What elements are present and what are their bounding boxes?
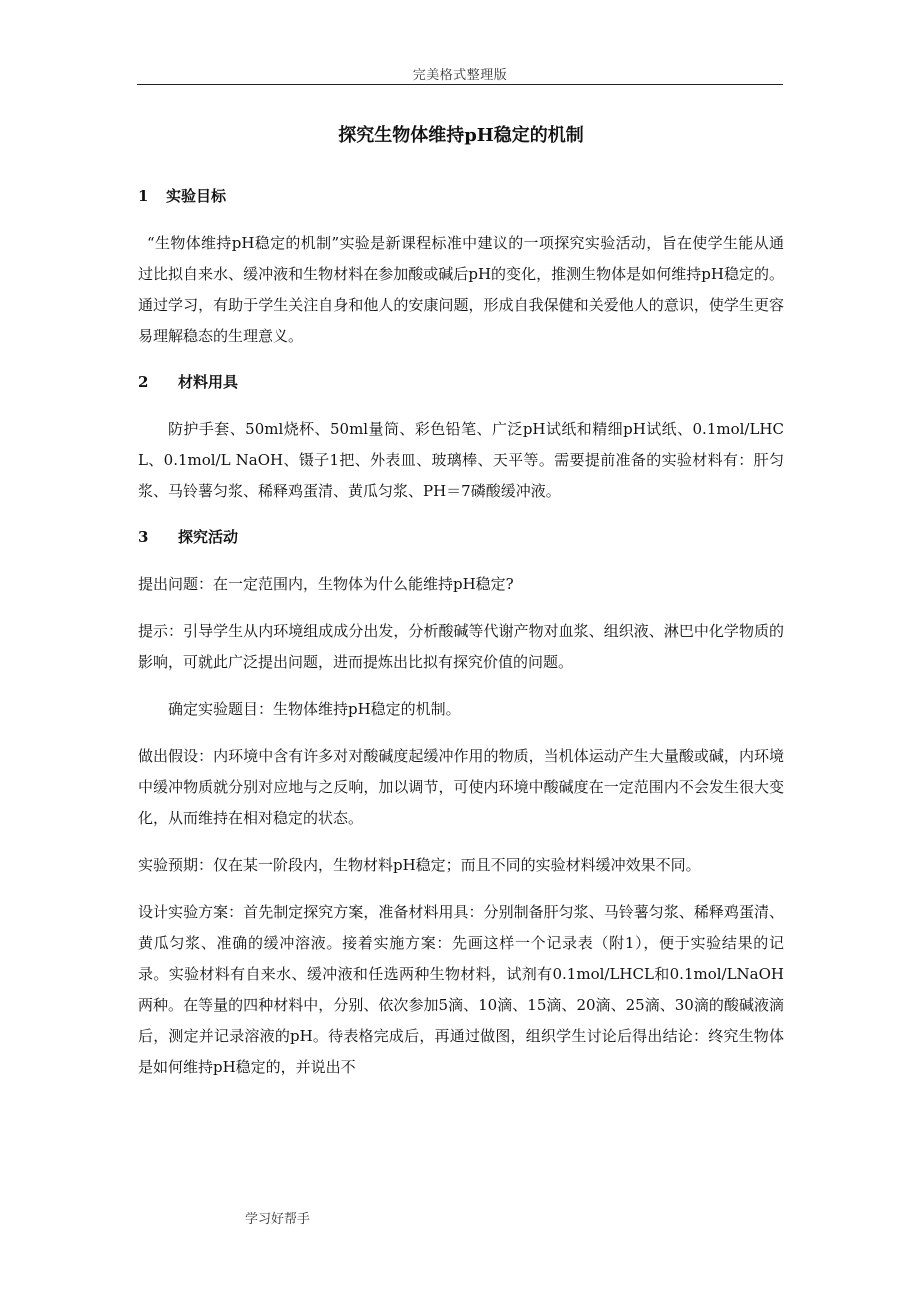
paragraph-question: 提出问题：在一定范围内，生物体为什么能维持pH稳定?	[138, 575, 514, 593]
paragraph-hint: 提示：引导学生从内环境组成成分出发，分析酸碱等代谢产物对血浆、组织液、淋巴中化学物质的影响，可就此广泛提出问题，进而提炼出比拟有探究价值的问题。	[138, 622, 784, 671]
paragraph-topic: 确定实验题目：生物体维持pH稳定的机制。	[168, 700, 461, 718]
section-number: 2	[138, 373, 149, 391]
section-number: 3	[138, 528, 149, 546]
section-number: 1	[138, 187, 149, 205]
paragraph: 防护手套、50ml烧杯、50ml量筒、彩色铅笔、广泛pH试纸和精细pH试纸、0.1mol/LHCL、0.1mol/L NaOH、镊子1把、外表皿、玻璃棒、天平等。需要提前准备的实验材料有：肝匀浆、马铃薯匀浆、稀释鸡蛋清、黄瓜匀浆、PH＝7磷酸缓冲液。	[138, 420, 784, 500]
section-heading-materials	[138, 368, 784, 396]
paragraph: “生物体维持pH稳定的机制”实验是新课程标准中建议的一项探究实验活动，旨在使学生能从通过比拟自来水、缓冲液和生物材料在参加酸或碱后pH的变化，推测生物体是如何维持pH稳定的。通过学习，有助于学生关注自身和他人的安康问题，形成自我保健和关爱他人的意识，使学生更容易理解稳态的生理意义。	[138, 234, 784, 345]
header-divider	[137, 84, 783, 85]
paragraph-prediction: 实验预期：仅在某一阶段内，生物材料pH稳定；而且不同的实验材料缓冲效果不同。	[138, 856, 701, 874]
document-title: 探究生物体维持pH稳定的机制	[338, 125, 584, 146]
section-heading-activities	[138, 523, 784, 551]
document-body	[138, 110, 784, 1099]
header-text: 完美格式整理版	[412, 68, 508, 83]
paragraph-design: 设计实验方案：首先制定探究方案，准备材料用具：分别制备肝匀浆、马铃薯匀浆、稀释鸡蛋清、黄瓜匀浆、准确的缓冲溶液。接着实施方案：先画这样一个记录表（附1），便于实验结果的记录。实验材料有自来水、缓冲液和任选两种生物材料，试剂有0.1mol/LHCL和0.1mol/LNaOH两种。在等量的四种材料中，分别、依次参加5滴、10滴、15滴、20滴、25滴、30滴的酸碱液滴后，测定并记录溶液的pH。待表格完成后，再通过做图，组织学生讨论后得出结论：终究生物体是如何维持pH稳定的，并说出不	[138, 903, 784, 1076]
section-title: 实验目标	[166, 187, 227, 205]
section-title: 探究活动	[178, 528, 239, 546]
page-footer: 学习好帮手	[245, 1212, 311, 1227]
paragraph-hypothesis: 做出假设：内环境中含有许多对对酸碱度起缓冲作用的物质，当机体运动产生大量酸或碱，内环境中缓冲物质就分别对应地与之反响，加以调节，可使内环境中酸碱度在一定范围内不会发生很大变化，从而维持在相对稳定的状态。	[138, 747, 784, 827]
section-heading-objectives	[138, 182, 784, 210]
section-title: 材料用具	[178, 373, 239, 391]
